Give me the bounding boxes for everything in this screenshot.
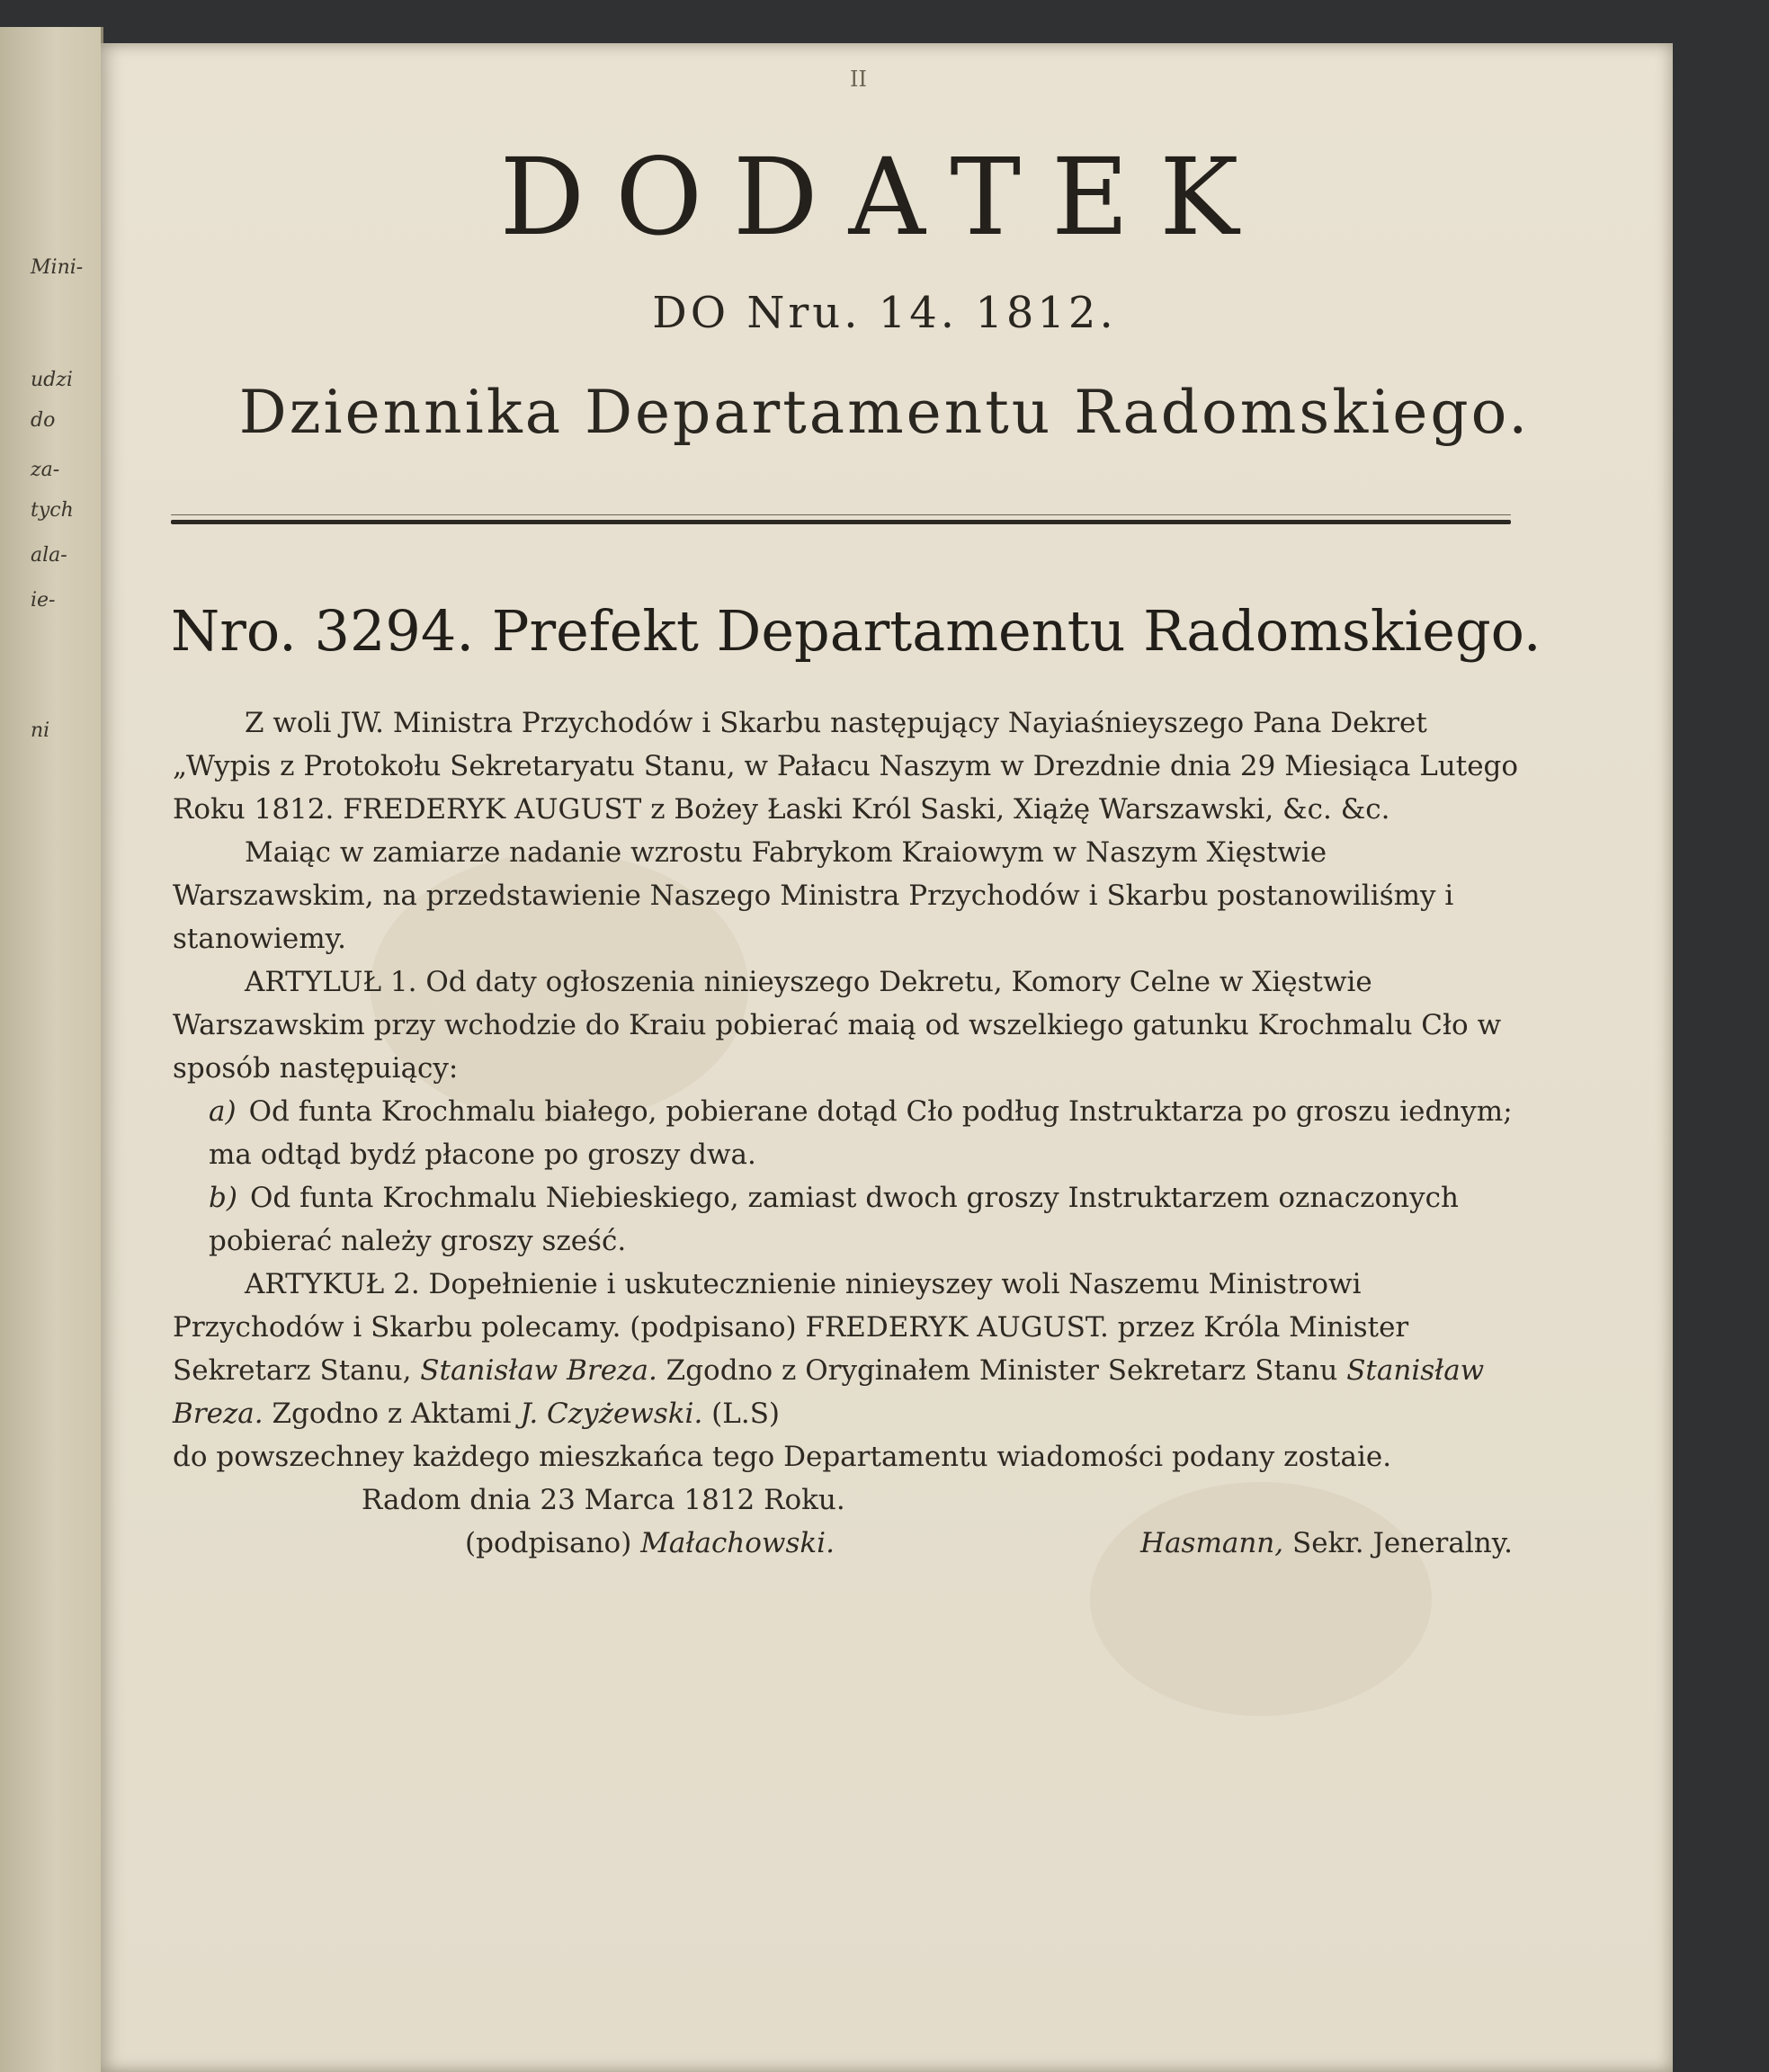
preamble-paragraph: Maiąc w zamiarze nadanie wzrostu Fabrykom Kraiowym w Naszym Xięstwie Warszawskim, na przedstawienie Naszego Ministra Przychodów i Skarbu postanowiliśmy i stanowiemy. (173, 836, 1454, 955)
notice-heading: Nro. 3294. Prefekt Departamentu Radomskiego. (171, 598, 1541, 664)
secretary-name: Hasmann, (1140, 1527, 1284, 1559)
margin-fragment: udzi (31, 369, 73, 391)
secretary-title: Sekr. Jeneralny. (1291, 1527, 1513, 1559)
folio-number: II (850, 67, 867, 92)
list-item (173, 1176, 1522, 1263)
date-line: Radom dnia 23 Marca 1812 Roku. (362, 1484, 845, 1516)
document-title: DODATEK (499, 135, 1270, 259)
signature-name: Stanisław Breza. (420, 1354, 657, 1387)
issue-subtitle: DO Nru. 14. 1812. (652, 288, 1117, 338)
item-text: Od funta Krochmalu Niebieskiego, zamiast dwoch groszy Instruktarzem oznaczonych pobierać należy groszy sześć. (209, 1182, 1459, 1257)
seal-mark: (L.S) (711, 1398, 781, 1430)
margin-fragment: tych (31, 499, 74, 522)
margin-fragment: ala- (31, 544, 67, 567)
article-2-paragraph (173, 1263, 1522, 1435)
intro-paragraph: Z woli JW. Ministra Przychodów i Skarbu następujący Nayiaśnieyszego Pana Dekret „Wypis z Protokołu Sekretaryatu Stanu, w Pałacu Naszym w Drezdnie dnia 29 Miesiąca Lutego Roku 1812. FREDERYK AUGUST z Bożey Łaski Król Saski, Xiążę Warszawski, &c. &c. (173, 707, 1519, 826)
margin-fragment: Mini- (31, 256, 84, 279)
margin-fragment: do (31, 409, 56, 432)
article-2-text: Zgodno z Aktami (272, 1398, 512, 1430)
signature-name: J. Czyżewski. (520, 1398, 703, 1430)
article-2-text: ARTYKUŁ 2. Dopełnienie i uskutecznienie ninieyszey woli Naszemu Ministrowi Przychodów i Skarbu polecamy. (podpisano) FREDERYK AUGUST. przez Króla Minister Sekretarz Stanu, (173, 1268, 1409, 1387)
item-marker: b) (209, 1182, 237, 1214)
closing-paragraph: do powszechney każdego mieszkańca tego Departamentu wiadomości podany zostaie. (173, 1441, 1392, 1473)
signer-block (465, 1522, 835, 1565)
secretary-block (1140, 1522, 1513, 1565)
item-marker: a) (209, 1095, 237, 1128)
margin-fragment: ie- (31, 589, 56, 612)
signature-name: Stanisław Breza. (173, 1354, 1485, 1430)
list-item (173, 1090, 1522, 1176)
header-rule-thin (171, 514, 1511, 515)
header-rule (171, 520, 1511, 524)
margin-fragment: za- (31, 459, 60, 481)
item-text: Od funta Krochmalu białego, pobierane dotąd Cło podług Instruktarza po groszu iednym; ma odtąd bydź płacone po groszy dwa. (209, 1095, 1513, 1171)
journal-name: Dziennika Departamentu Radomskiego. (238, 378, 1531, 447)
signature-line (173, 1522, 1522, 1565)
signed-label: (podpisano) (465, 1527, 632, 1559)
article-1-paragraph: ARTYLUŁ 1. Od daty ogłoszenia ninieyszego Dekretu, Komory Celne w Xięstwie Warszawskim przy wchodzie do Kraiu pobierać maią od wszelkiego gatunku Krochmalu Cło w sposób następuiący: (173, 966, 1502, 1085)
signer-name: Małachowski. (640, 1527, 835, 1559)
margin-fragment: ni (31, 719, 50, 742)
notice-body (173, 701, 1522, 1565)
article-2-text: Zgodno z Oryginałem Minister Sekretarz Stanu (666, 1354, 1338, 1387)
